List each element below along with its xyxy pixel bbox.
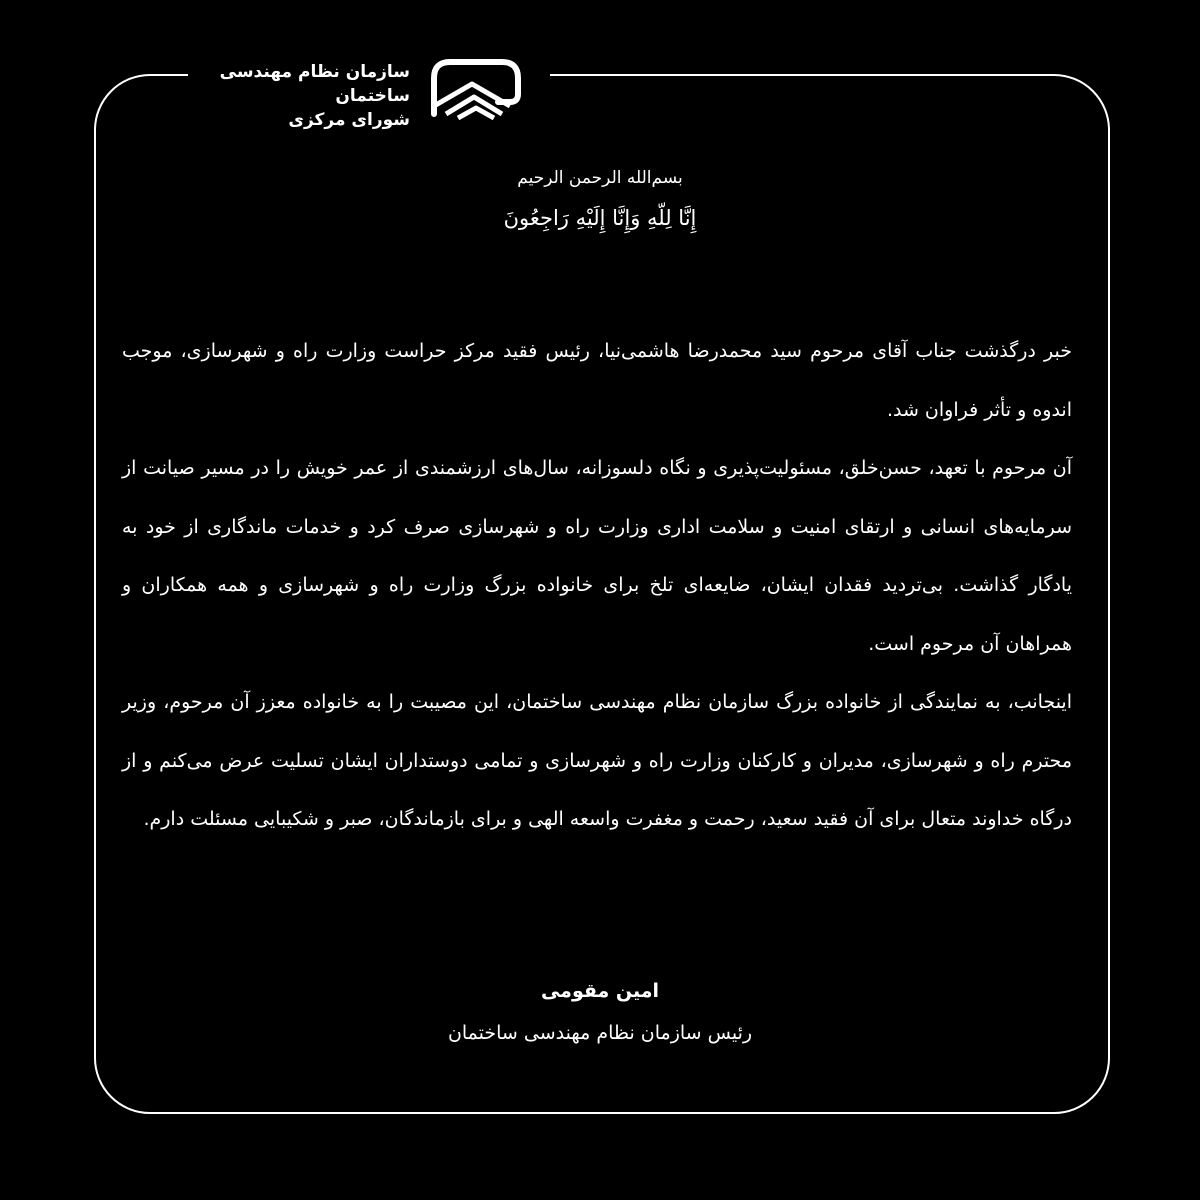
paragraph-condolence: اینجانب، به نمایندگی از خانواده بزرگ سازمان نظام مهندسی ساختمان، این مصیبت را به خانواده معزز آن مرحوم، وزیر محترم راه و شهرسازی، مدیران و کارکنان وزارت راه و شهرسازی و تمامی دوستداران ایشان تسلیت عرض می‌کنم و از درگاه خداوند متعال برای آن فقید سعید، رحمت و مغفرت واسعه الهی و برای بازماندگان، صبر و شکیبایی مسئلت دارم.	[122, 691, 1072, 830]
signer-title: رئیس سازمان نظام مهندسی ساختمان	[447, 1022, 753, 1044]
condolence-message	[122, 322, 1072, 849]
quran-verse: إِنَّا لِلّهِ وَإِنَّا إِلَيْهِ رَاجِعُونَ	[503, 206, 697, 230]
paragraph-announcement: خبر درگذشت جناب آقای مرحوم سید محمدرضا هاشمی‌نیا، رئیس فقید مرکز حراست وزارت راه و شهرسازی، موجب اندوه و تأثر فراوان شد.	[122, 340, 1072, 421]
signer-name: امین مقومی	[540, 980, 660, 1002]
paragraph-tribute: آن مرحوم با تعهد، حسن‌خلق، مسئولیت‌پذیری و نگاه دلسوزانه، سال‌های ارزشمندی از عمر خویش را در مسیر صیانت از سرمایه‌های انسانی و ارتقای امنیت و سلامت اداری وزارت راه و شهرسازی صرف کرد و خدمات ماندگاری از خود به یادگار گذاشت. بی‌تردید فقدان ایشان، ضایعه‌ای تلخ برای خانواده بزرگ وزارت راه و شهرسازی و همه همکاران و همراهان آن مرحوم است.	[122, 457, 1072, 655]
org-name-line2: شورای مرکزی	[288, 110, 410, 130]
org-name	[190, 60, 410, 132]
basmala: بسم‌الله الرحمن الرحیم	[517, 168, 683, 188]
org-name-line1: سازمان نظام مهندسی ساختمان	[219, 62, 410, 106]
roof-stairs-logo-icon	[424, 56, 526, 120]
